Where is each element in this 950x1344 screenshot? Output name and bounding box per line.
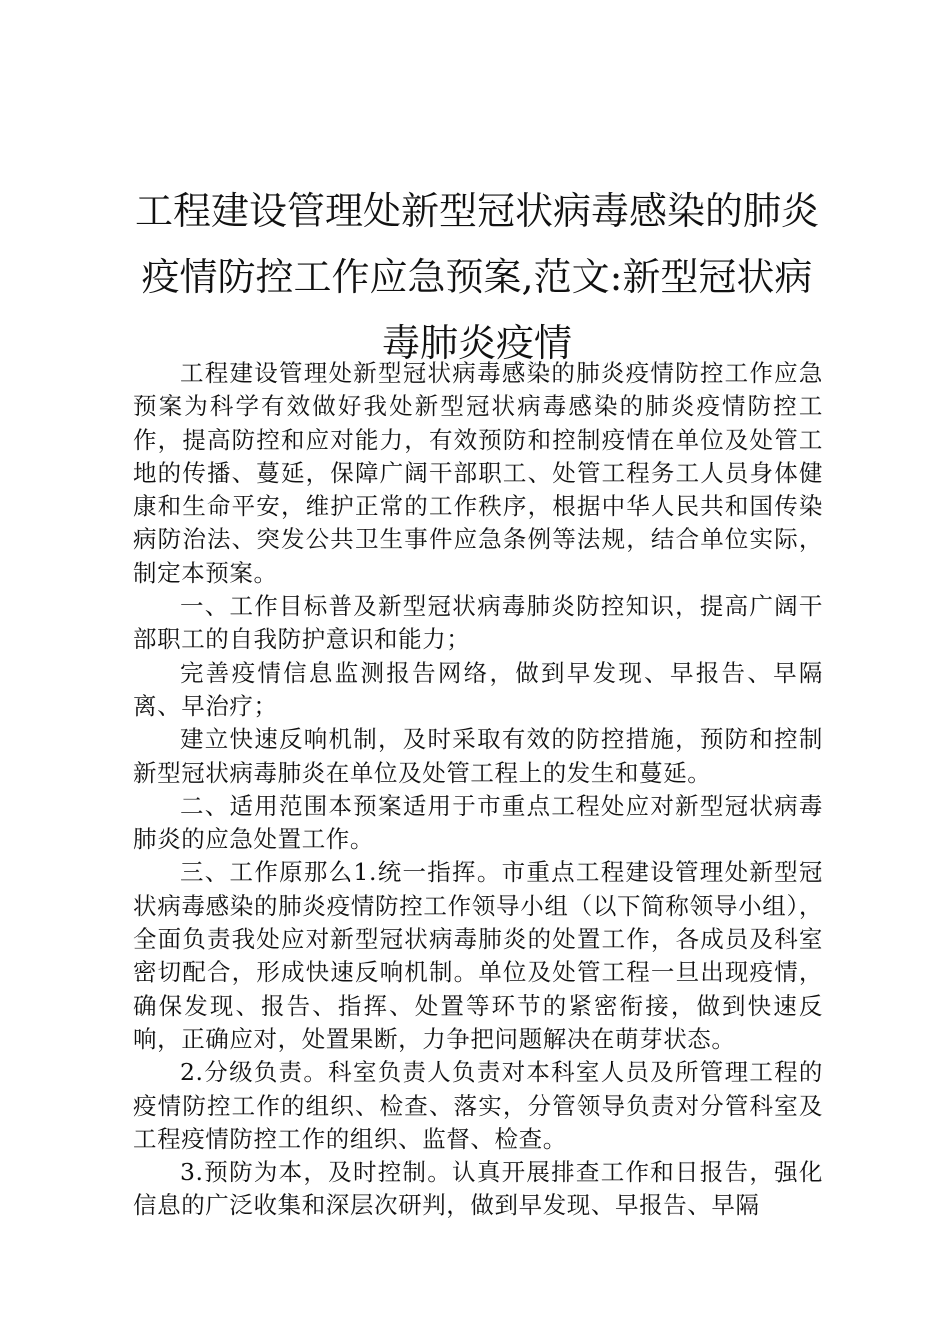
- paragraph-principles: 三、工作原那么1.统一指挥。市重点工程建设管理处新型冠状病毒感染的肺炎疫情防控工作领导小组（以下简称领导小组），全面负责我处应对新型冠状病毒肺炎的处置工作，各成员及科室密切配合，形成快速反响机制。单位及处管工程一旦出现疫情，确保发现、报告、指挥、处置等环节的紧密衔接，做到快速反响，正确应对，处置果断，力争把问题解决在萌芽状态。: [133, 858, 823, 1053]
- paragraph-intro: 工程建设管理处新型冠状病毒感染的肺炎疫情防控工作应急预案为科学有效做好我处新型冠状病毒感染的肺炎疫情防控工作，提高防控和应对能力，有效预防和控制疫情在单位及处管工地的传播、蔓延，保障广阔干部职工、处管工程务工人员身体健康和生命平安，维护正常的工作秩序，根据中华人民共和国传染病防治法、突发公共卫生事件应急条例等法规，结合单位实际，制定本预案。: [133, 359, 823, 587]
- paragraph-info-network: 完善疫情信息监测报告网络，做到早发现、早报告、早隔离、早治疗；: [133, 658, 823, 720]
- paragraph-scope: 二、适用范围本预案适用于市重点工程处应对新型冠状病毒肺炎的应急处置工作。: [133, 791, 823, 854]
- document-title: 工程建设管理处新型冠状病毒感染的肺炎疫情防控工作应急预案,范文:新型冠状病毒肺炎疫情: [134, 189, 819, 365]
- document-body: [133, 357, 823, 1223]
- paragraph-prevention: 3.预防为本，及时控制。认真开展排查工作和日报告，强化信息的广泛收集和深层次研判，做到早发现、早报告、早隔: [133, 1158, 823, 1220]
- paragraph-graded-responsibility: 2.分级负责。科室负责人负责对本科室人员及所管理工程的疫情防控工作的组织、检查、落实，分管领导负责对分管科室及工程疫情防控工作的组织、监督、检查。: [133, 1058, 823, 1153]
- paragraph-work-goal: 一、工作目标普及新型冠状病毒肺炎防控知识，提高广阔干部职工的自我防护意识和能力；: [133, 592, 823, 654]
- paragraph-response-mechanism: 建立快速反响机制，及时采取有效的防控措施，预防和控制新型冠状病毒肺炎在单位及处管工程上的发生和蔓延。: [133, 725, 823, 787]
